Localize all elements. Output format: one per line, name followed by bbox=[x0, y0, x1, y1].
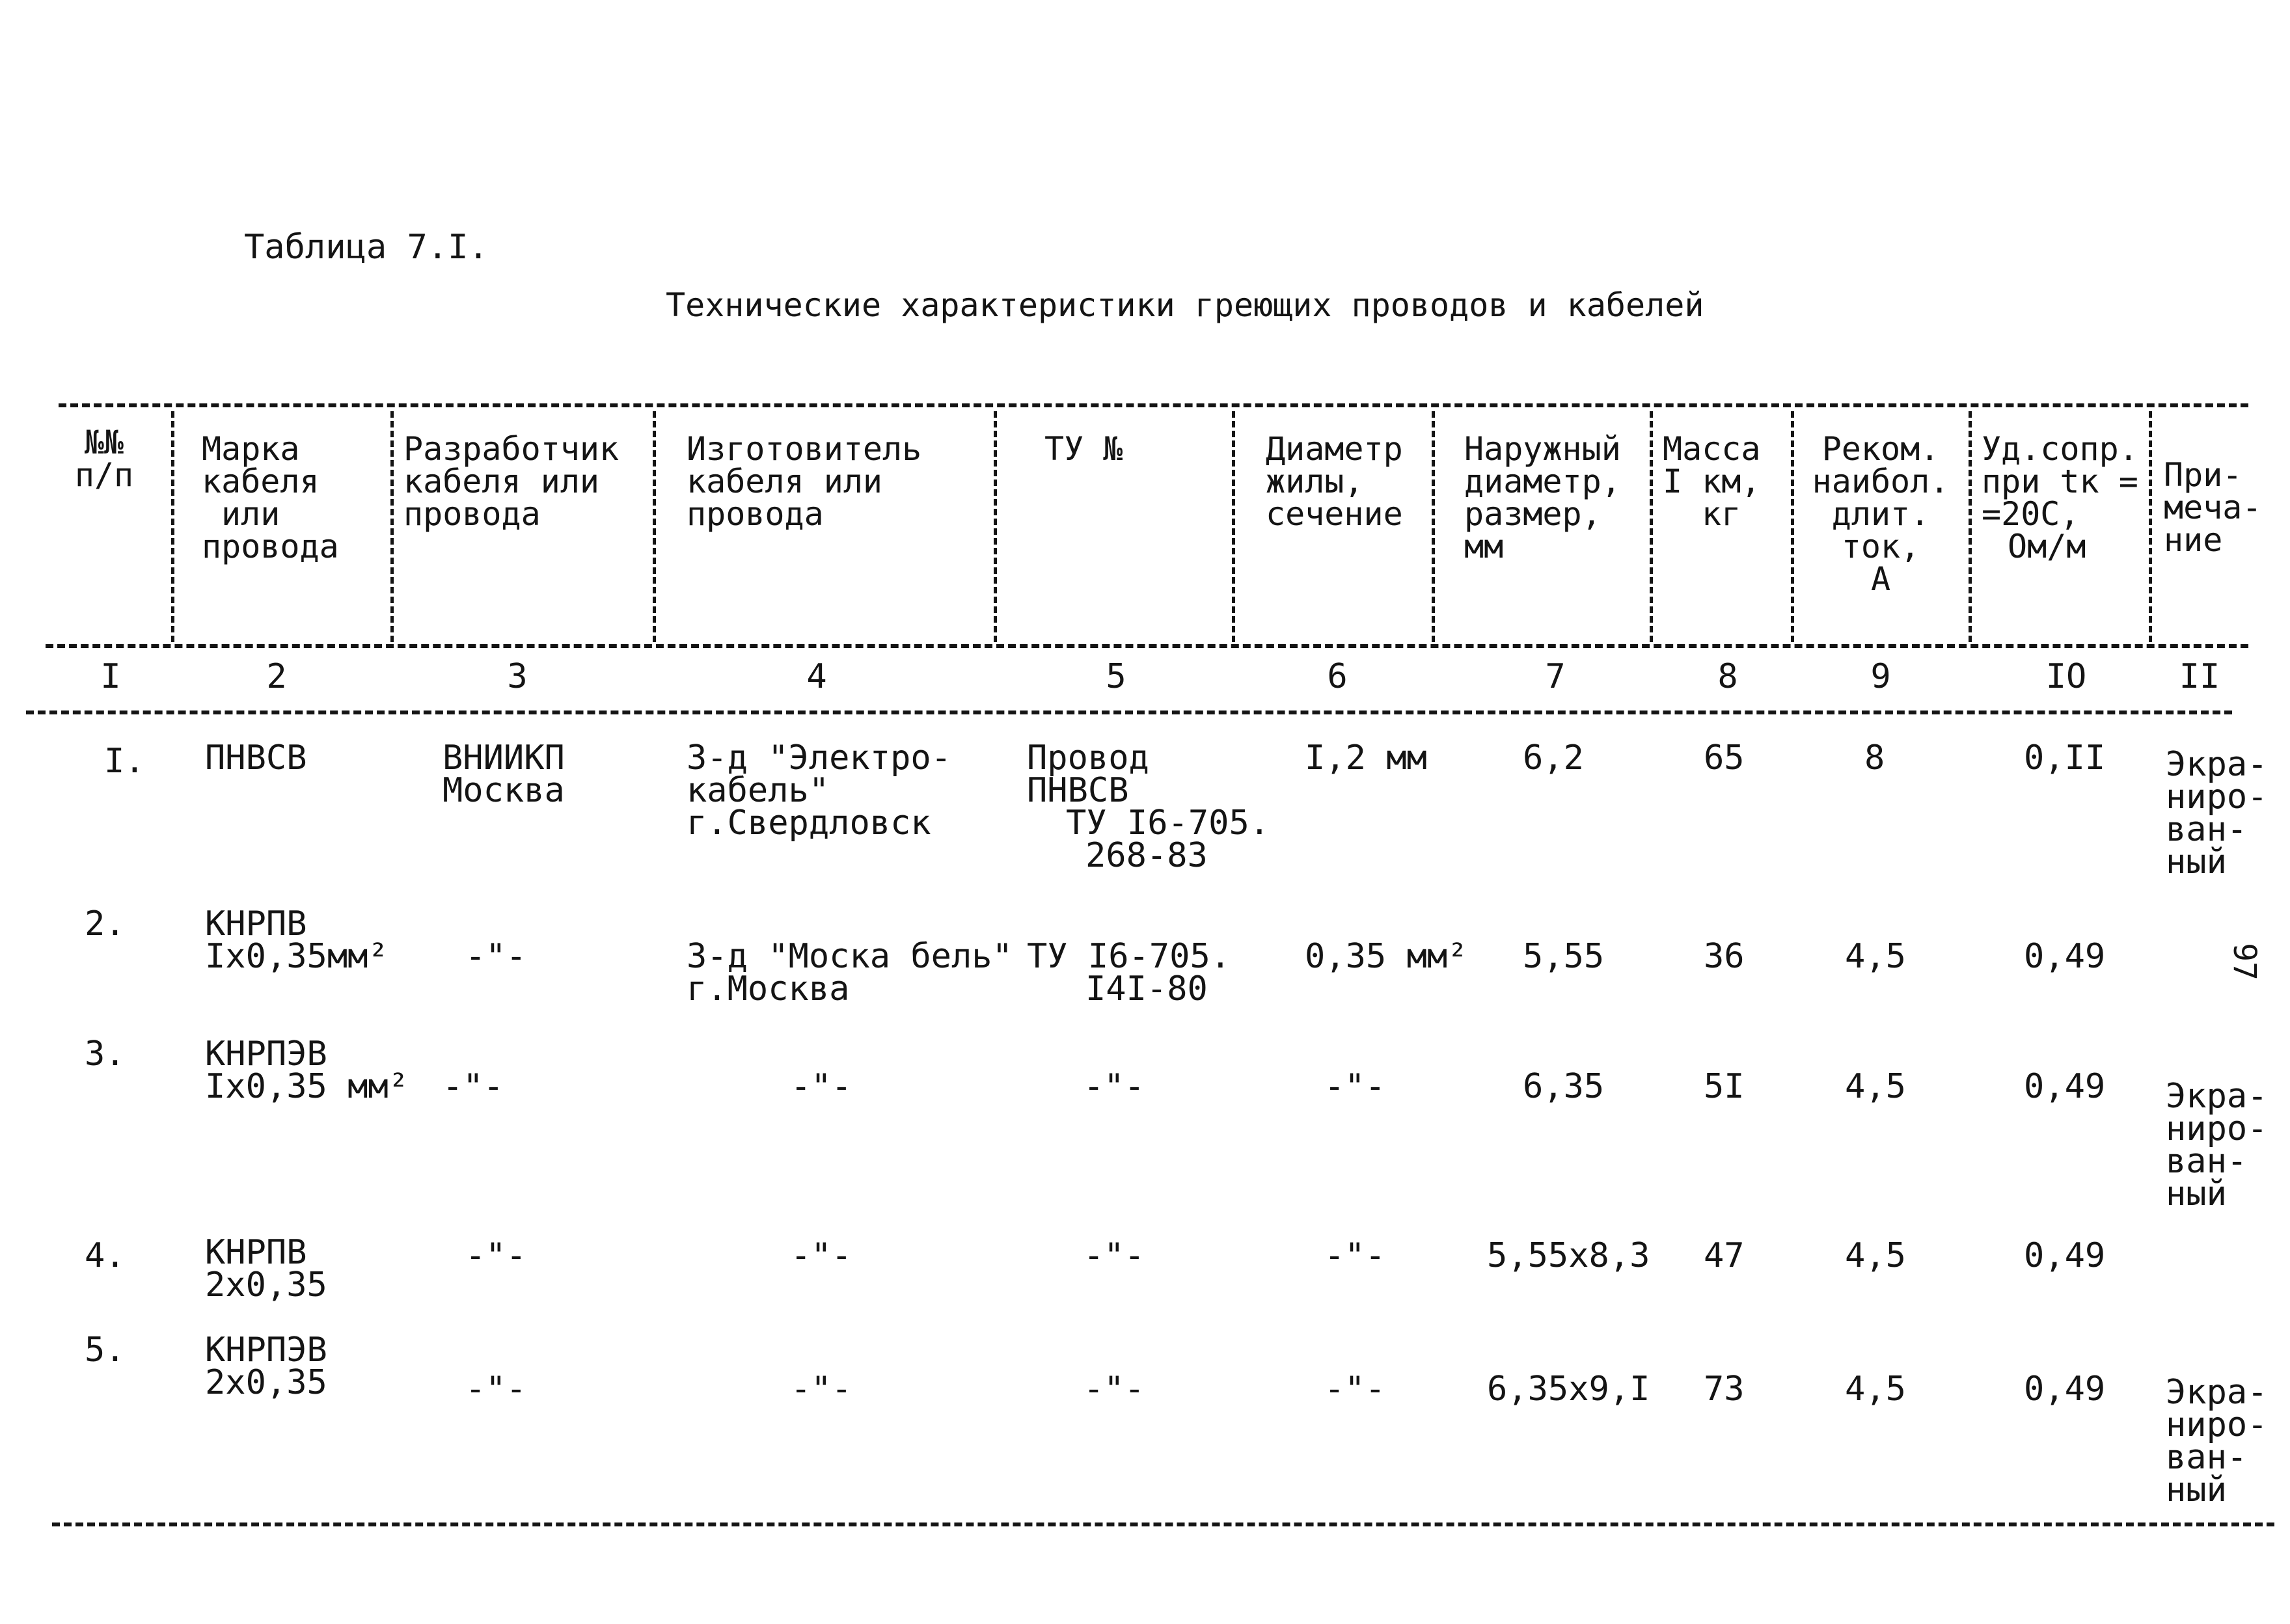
column-number: I bbox=[100, 657, 121, 696]
row-3-developer: -"- bbox=[443, 1067, 504, 1106]
row-1-developer: ВНИИКП Москва bbox=[443, 738, 565, 810]
header-outer: Наружный диаметр, размер, мм bbox=[1464, 430, 1621, 565]
col-sep bbox=[994, 411, 997, 642]
rule-top bbox=[59, 403, 2248, 407]
row-2-diameter: 0,35 мм² bbox=[1305, 937, 1468, 976]
rule-header-bottom bbox=[46, 644, 2248, 648]
row-2-maker: З-д "Моска бель" г.Москва bbox=[687, 937, 1013, 1008]
row-3-diameter: -"- bbox=[1324, 1067, 1385, 1106]
header-mass: Масса I км, кг bbox=[1663, 430, 1761, 533]
row-3-mass: 5I bbox=[1704, 1067, 1745, 1106]
row-2-current: 4,5 bbox=[1845, 937, 1906, 976]
column-number: 4 bbox=[806, 657, 827, 696]
table-caption: Таблица 7.I. bbox=[244, 228, 489, 267]
row-3-maker: -"- bbox=[791, 1067, 852, 1106]
row-1-num: I. bbox=[104, 742, 145, 781]
row-2-num: 2. bbox=[85, 904, 126, 943]
column-number: 9 bbox=[1870, 657, 1891, 696]
row-1-diameter: I,2 мм bbox=[1305, 738, 1427, 778]
row-1-tu: Провод ПНВСВ ТУ I6-705. 268-83 bbox=[1027, 738, 1270, 875]
header-tu: ТУ № bbox=[1044, 430, 1123, 468]
header-num: №№ п/п bbox=[74, 424, 134, 494]
header-resistance: Уд.сопр. при tк = =20С, Ом/м bbox=[1982, 430, 2138, 565]
col-sep bbox=[1432, 411, 1435, 642]
col-sep bbox=[1791, 411, 1794, 642]
row-5-outer: 6,35х9,I bbox=[1487, 1370, 1650, 1409]
row-3-outer: 6,35 bbox=[1523, 1067, 1605, 1106]
row-2-resistance: 0,49 bbox=[2024, 937, 2106, 976]
header-brand: Марка кабеля или провода bbox=[202, 430, 339, 565]
column-number: 8 bbox=[1717, 657, 1738, 696]
table-title: Технические характеристики греющих проводов и кабелей bbox=[666, 286, 1704, 324]
col-sep bbox=[171, 411, 174, 642]
rule-bottom bbox=[52, 1522, 2274, 1526]
row-5-diameter: -"- bbox=[1324, 1370, 1385, 1409]
row-3-note: Экра- ниро- ван- ный bbox=[2166, 1077, 2268, 1213]
row-1-note: Экра- ниро- ван- ный bbox=[2166, 745, 2268, 882]
column-number: II bbox=[2179, 657, 2220, 696]
column-number: 6 bbox=[1327, 657, 1348, 696]
header-note: При- мечa- ние bbox=[2164, 456, 2262, 559]
row-1-maker: З-д "Электро- кабель" г.Свердловск bbox=[687, 738, 951, 843]
row-4-resistance: 0,49 bbox=[2024, 1236, 2106, 1275]
column-number: IO bbox=[2045, 657, 2087, 696]
row-3-current: 4,5 bbox=[1845, 1067, 1906, 1106]
row-4-mass: 47 bbox=[1704, 1236, 1745, 1275]
header-developer: Разработчик кабеля или провода bbox=[403, 430, 620, 533]
row-5-developer: -"- bbox=[465, 1370, 526, 1409]
row-1-brand: ПНВСВ bbox=[205, 738, 307, 778]
row-1-mass: 65 bbox=[1704, 738, 1745, 778]
col-sep bbox=[1969, 411, 1972, 642]
row-4-diameter: -"- bbox=[1324, 1236, 1385, 1275]
row-4-current: 4,5 bbox=[1845, 1236, 1906, 1275]
col-sep bbox=[390, 411, 394, 642]
column-number: 5 bbox=[1106, 657, 1126, 696]
row-5-brand: КНРПЭВ 2х0,35 bbox=[205, 1331, 327, 1402]
row-5-maker: -"- bbox=[791, 1370, 852, 1409]
row-1-resistance: 0,II bbox=[2024, 738, 2106, 778]
row-1-outer: 6,2 bbox=[1523, 738, 1584, 778]
row-2-outer: 5,55 bbox=[1523, 937, 1605, 976]
row-5-mass: 73 bbox=[1704, 1370, 1745, 1409]
row-5-num: 5. bbox=[85, 1331, 126, 1370]
row-4-num: 4. bbox=[85, 1236, 126, 1275]
header-maker: Изготовитель кабеля или провода bbox=[687, 430, 922, 533]
row-3-resistance: 0,49 bbox=[2024, 1067, 2106, 1106]
row-3-num: 3. bbox=[85, 1035, 126, 1074]
column-number: 2 bbox=[266, 657, 287, 696]
row-5-tu: -"- bbox=[1084, 1370, 1145, 1409]
row-3-brand: КНРПЭВ Iх0,35 мм² bbox=[205, 1035, 409, 1106]
rule-numbers-bottom bbox=[26, 710, 2232, 714]
row-4-maker: -"- bbox=[791, 1236, 852, 1275]
col-sep bbox=[2149, 411, 2152, 642]
row-5-current: 4,5 bbox=[1845, 1370, 1906, 1409]
header-current: Реком. наибол. длит. ток, А bbox=[1812, 430, 1950, 598]
column-number: 3 bbox=[507, 657, 528, 696]
row-4-outer: 5,55х8,3 bbox=[1487, 1236, 1650, 1275]
row-2-tu: ТУ I6-705. I4I-80 bbox=[1027, 937, 1231, 1008]
header-diameter: Диаметр жилы, сечение bbox=[1266, 430, 1403, 533]
row-5-note: Экра- ниро- ван- ный bbox=[2166, 1373, 2268, 1509]
row-5-resistance: 0,49 bbox=[2024, 1370, 2106, 1409]
row-4-brand: КНРПВ 2х0,35 bbox=[205, 1233, 327, 1305]
row-1-current: 8 bbox=[1864, 738, 1885, 778]
row-3-tu: -"- bbox=[1084, 1067, 1145, 1106]
row-4-tu: -"- bbox=[1084, 1236, 1145, 1275]
col-sep bbox=[653, 411, 656, 642]
row-2-mass: 36 bbox=[1704, 937, 1745, 976]
row-2-brand: КНРПВ Iх0,35мм² bbox=[205, 904, 388, 976]
col-sep bbox=[1232, 411, 1235, 642]
row-2-developer: -"- bbox=[465, 937, 526, 976]
row-4-developer: -"- bbox=[465, 1236, 526, 1275]
page-number: 97 bbox=[2226, 943, 2263, 981]
col-sep bbox=[1650, 411, 1653, 642]
column-number: 7 bbox=[1545, 657, 1566, 696]
